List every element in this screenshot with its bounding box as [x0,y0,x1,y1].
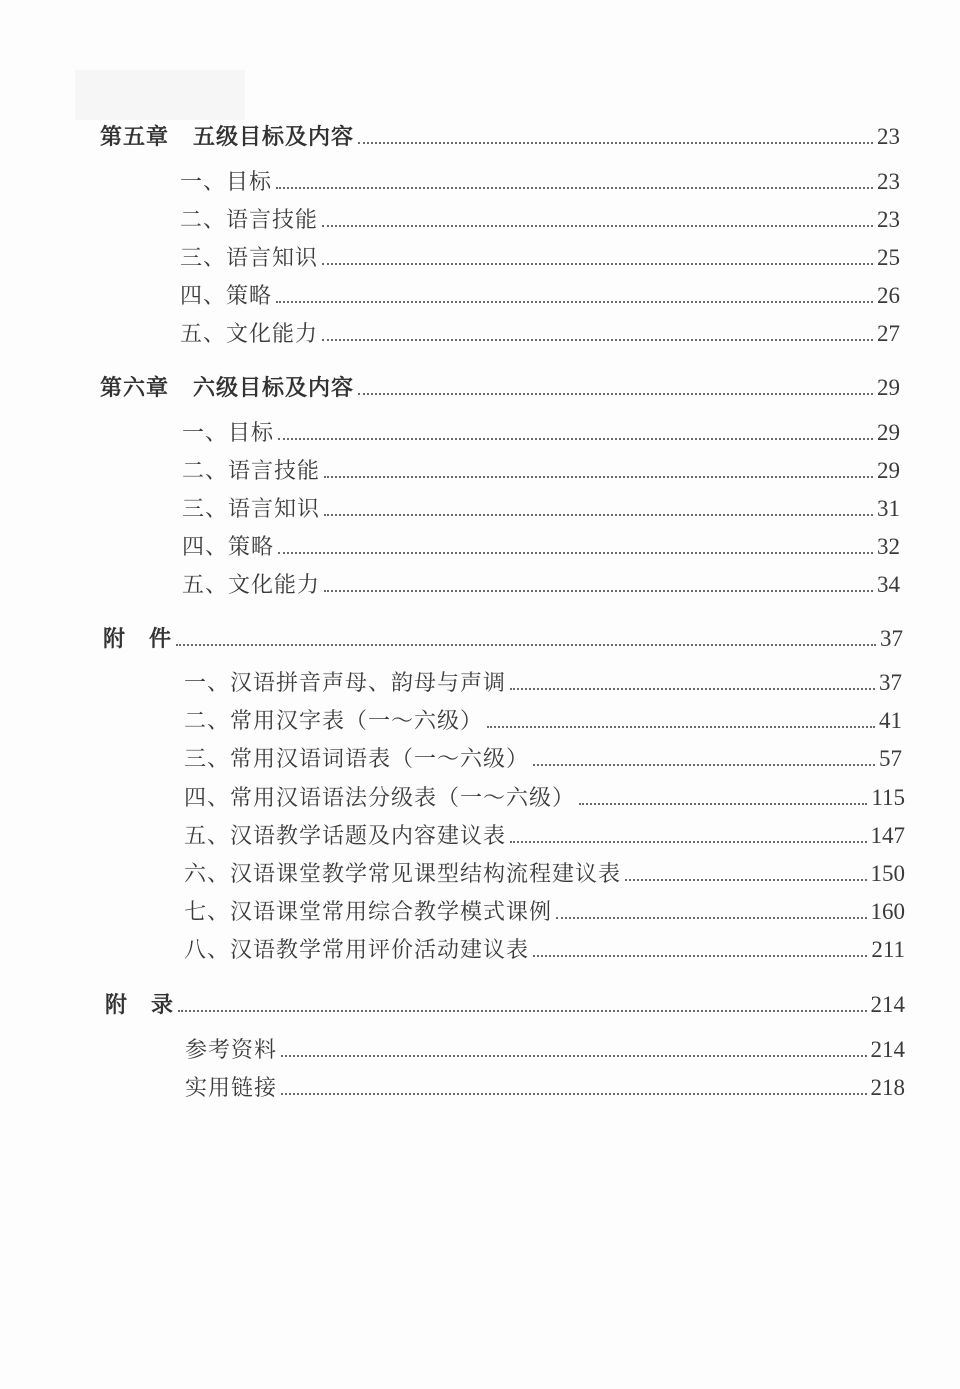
toc-entry[interactable] [184,742,902,772]
dot-leader [276,301,873,303]
page-number: 115 [871,785,905,810]
chapter-title: 六级目标及内容 [193,376,355,401]
dot-leader [533,764,875,766]
toc-entry-label: 实用链接 [185,1076,278,1101]
dot-leader [556,917,866,919]
toc-entry-label: 七、汉语课堂常用综合教学模式课例 [184,900,553,925]
page-number: 41 [879,708,902,733]
page-number: 37 [879,670,902,695]
dot-leader [278,438,873,440]
dot-leader [625,879,866,881]
dot-leader [281,1055,866,1057]
dot-leader [579,803,867,805]
toc-entry[interactable] [182,530,900,560]
page-number: 27 [877,321,900,346]
chapter-number: 第五章 [100,125,170,150]
page-number: 29 [877,420,900,445]
toc-entry-label: 二、语言技能 [180,208,319,233]
toc-chapter-label [100,120,354,151]
page-number: 57 [879,746,902,771]
page-number: 32 [877,534,900,559]
toc-entry[interactable] [184,704,902,734]
dot-leader [358,142,873,144]
toc-entry[interactable] [185,1071,905,1101]
toc-entry[interactable] [180,165,900,195]
page-number: 37 [880,626,903,651]
page-number: 23 [877,207,900,232]
toc-entry[interactable] [180,241,900,271]
toc-entry-label: 四、策略 [182,535,275,560]
toc-entry[interactable] [182,568,900,598]
dot-leader [510,688,875,690]
toc-entry[interactable] [182,454,900,484]
toc-chapter-label [100,371,354,402]
toc-entry-label: 六、汉语课堂教学常见课型结构流程建议表 [184,862,622,887]
page-number: 160 [870,899,905,924]
dot-leader [324,476,873,478]
page-number: 26 [877,283,900,308]
toc-entry-label: 八、汉语教学常用评价活动建议表 [184,938,530,963]
toc-entry[interactable] [184,666,902,696]
toc-entry-label: 一、目标 [180,170,273,195]
toc-entry-label: 四、策略 [180,284,273,309]
page-number: 31 [877,496,900,521]
toc-entry[interactable] [185,1033,905,1063]
chapter-title: 五级目标及内容 [193,125,355,150]
page-number: 150 [870,861,905,886]
toc-entry[interactable] [180,317,900,347]
page-number: 214 [870,1037,905,1062]
dot-leader [278,552,873,554]
dot-leader [281,1093,866,1095]
toc-entry-label: 三、语言知识 [180,246,319,271]
dot-leader [322,263,873,265]
dot-leader [487,726,875,728]
toc-entry-chapter5[interactable] [100,120,900,150]
toc-entry-chapter6[interactable] [100,371,900,401]
dot-leader [322,225,873,227]
toc-entry-label: 五、文化能力 [180,322,319,347]
toc-entry-label: 一、汉语拼音声母、韵母与声调 [184,671,507,696]
section-title: 附 件 [103,627,173,652]
toc-entry-label: 三、语言知识 [182,497,321,522]
dot-leader [533,955,867,957]
scan-bleed-top [75,70,245,120]
toc-entry-label: 参考资料 [185,1038,278,1063]
toc-entry[interactable] [184,857,905,887]
page-number: 25 [877,245,900,270]
toc-entry[interactable] [184,819,905,849]
toc-entry[interactable] [184,895,905,925]
page-number: 29 [877,375,900,400]
page-number: 218 [870,1075,905,1100]
dot-leader [322,339,873,341]
page-number: 23 [877,169,900,194]
toc-entry-label: 五、汉语教学话题及内容建议表 [184,824,507,849]
page-number: 211 [871,937,905,962]
dot-leader [276,187,873,189]
page-number: 23 [877,124,900,149]
toc-entry[interactable] [182,492,900,522]
chapter-number: 第六章 [100,376,170,401]
toc-entry-label: 一、目标 [182,421,275,446]
toc-entry-label: 二、常用汉字表（一～六级） [184,709,484,734]
section-title: 附 录 [105,993,175,1018]
toc-entry-label: 三、常用汉语词语表（一～六级） [184,747,530,772]
toc-entry[interactable] [182,416,900,446]
toc-entry[interactable] [184,933,905,963]
toc-entry-appendix[interactable] [105,988,905,1018]
dot-leader [324,590,873,592]
page-number: 214 [870,992,905,1017]
toc-entry[interactable] [180,279,900,309]
toc-entry[interactable] [180,203,900,233]
dot-leader [178,1010,866,1012]
page-number: 147 [870,823,905,848]
dot-leader [324,514,873,516]
toc-entry-attachments[interactable] [103,622,903,652]
dot-leader [510,841,866,843]
dot-leader [176,644,876,646]
toc-entry[interactable] [184,781,905,811]
page-number: 29 [877,458,900,483]
toc-entry-label: 四、常用汉语语法分级表（一～六级） [184,786,576,811]
toc-entry-label: 二、语言技能 [182,459,321,484]
dot-leader [358,393,873,395]
toc-entry-label: 五、文化能力 [182,573,321,598]
page-number: 34 [877,572,900,597]
